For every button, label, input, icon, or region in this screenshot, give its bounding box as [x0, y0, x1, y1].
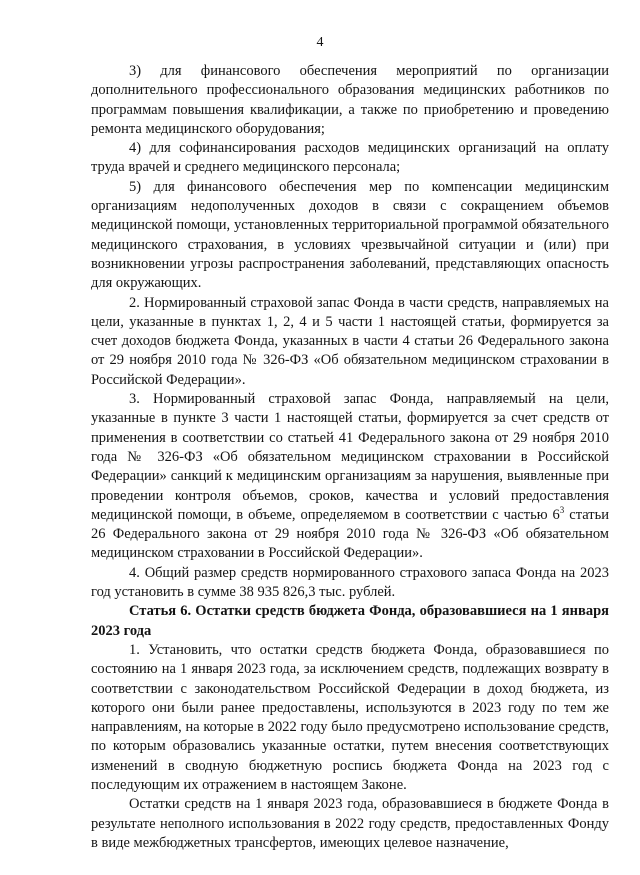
article-6-heading: Статья 6. Остатки средств бюджета Фонда, образовавшиеся на 1 января 2023 года: [91, 603, 609, 639]
article-6-paragraph-2: Остатки средств на 1 января 2023 года, образовавшиеся в бюджете Фонда в результате неполного использования в 2022 году средств, предоставленных Фонду в виде межбюджетных трансфертов, имеющих целевое назначение,: [91, 796, 609, 851]
document-body: [91, 62, 609, 853]
superscript-mark: 3: [559, 505, 565, 515]
paragraph-item-4: 4) для софинансирования расходов медицинских организаций на оплату труда врачей и среднего медицинского персонала;: [91, 140, 609, 176]
paragraph-item-5: 5) для финансового обеспечения мер по компенсации медицинским организациям недополученных доходов в связи с сокращением объемов медицинской помощи, установленных территориальной программой обязательного медицинского страхования, в условиях чрезвычайной ситуации и (или) при возникновении угрозы распространения заболеваний, представляющих опасность для окружающих.: [91, 178, 609, 292]
paragraph-part-2: 2. Нормированный страховой запас Фонда в части средств, направляемых на цели, указанные в пунктах 1, 2, 4 и 5 части 1 настоящей статьи, формируется за счет доходов бюджета Фонда, указанных в части 4 статьи 26 Федерального закона от 29 ноября 2010 года № 326-ФЗ «Об обязательном медицинском страховании в Российской Федерации».: [91, 294, 609, 388]
page-number: 4: [316, 35, 324, 50]
paragraph-part-3: [91, 390, 609, 564]
paragraph-part-3-text: 3. Нормированный страховой запас Фонда, направляемый на цели, указанные в пункте 3 части 1 настоящей статьи, формируется за счет средств от применения в соответствии со статьей 41 Федерального закона от 29 ноября 2010 года № 326-ФЗ «Об обязательном медицинском страховании в Российской Федерации» санкций к медицинским организациям за нарушения, выявленные при проведении контроля объемов, сроков, качества и условий предоставления медицинской помощи, в объеме, определяемом в соответствии с частью 6: [91, 391, 609, 523]
paragraph-part-3-tail: статьи 26 Федерального закона от 29 ноября 2010 года № 326-ФЗ «Об обязательном медицинском страховании в Российской Федерации».: [91, 506, 609, 562]
paragraph-part-4: 4. Общий размер средств нормированного страхового запаса Фонда на 2023 год установить в сумме 38 935 826,3 тыс. рублей.: [91, 564, 609, 601]
paragraph-item-3: 3) для финансового обеспечения мероприятий по организации дополнительного профессионального образования медицинских работников по программам повышения квалификации, а также по приобретению и проведению ремонта медицинского оборудования;: [91, 63, 609, 137]
article-6-paragraph-1: 1. Установить, что остатки средств бюджета Фонда, образовавшиеся по состоянию на 1 января 2023 года, за исключением средств, подлежащих возврату в соответствии с законодательством Российской Федерации в доход бюджета, из которого они были ранее предоставлены, используются в 2023 году по тем же направлениям, на которые в 2022 году было предусмотрено использование средств, по которым образовались указанные остатки, путем внесения соответствующих изменений в сводную бюджетную роспись бюджета Фонда на 2023 год с последующим их отражением в настоящем Законе.: [91, 641, 609, 793]
